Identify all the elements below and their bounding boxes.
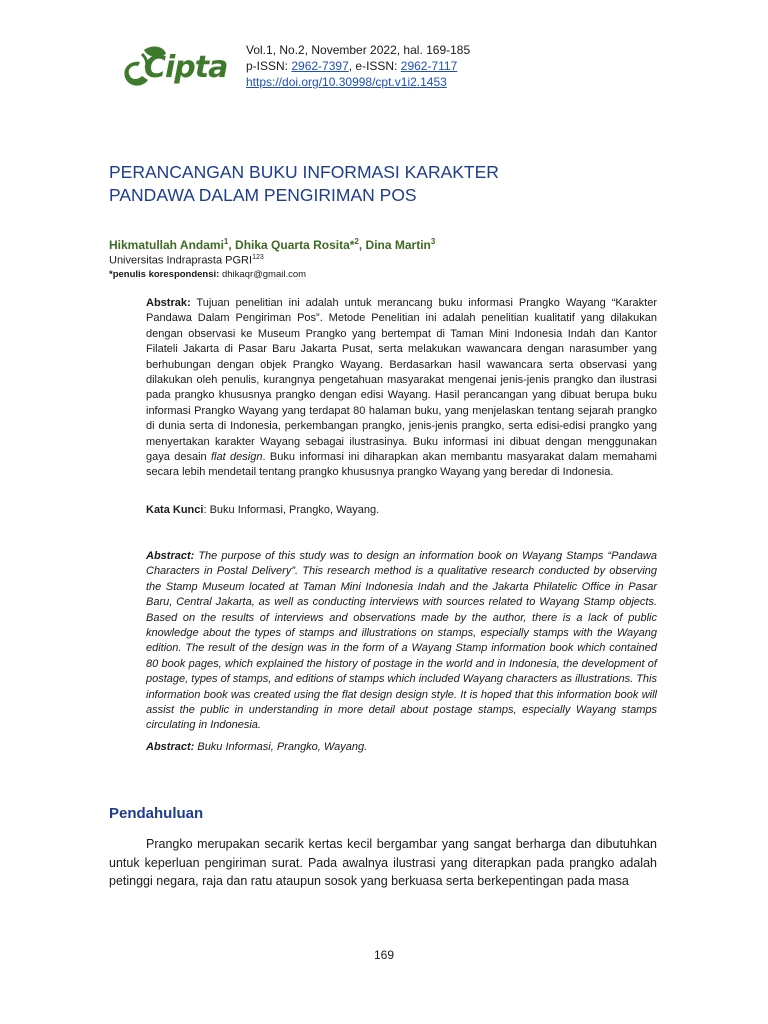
abstract-id-italic: flat design (211, 451, 263, 464)
correspondence-email: dhikaqr@gmail.com (221, 269, 307, 280)
page-number: 169 (373, 948, 395, 962)
eissn-link[interactable]: 2962-7117 (400, 59, 458, 73)
author-1: Hikmatullah Andami (109, 238, 224, 252)
abstract-indonesian (146, 296, 657, 481)
issn-line (246, 58, 470, 74)
journal-meta (246, 42, 470, 90)
intro-paragraph: Prangko merupakan secarik kertas kecil bergambar yang sangat berharga dan dibutuhkan untuk keperluan pengiriman surat. Pada awalnya ilustrasi yang diterapkan pada prangko adalah petinggi negara, raja dan ratu ataupun sosok yang berkuasa serta berkepentingan pada masa (109, 837, 657, 888)
volume-line: Vol.1, No.2, November 2022, hal. 169-185 (246, 43, 471, 57)
abstract-id-label: Abstrak: (146, 297, 191, 309)
abstract-id-text-1: Tujuan penelitian ini adalah untuk merancang buku informasi Prangko Wayang “Karakter Pandawa Dalam Pengiriman Pos”. Metode Penelitian ini adalah penelitian kualitatif yang dilakukan dengan observasi ke Museum Prangko yang bertempat di Taman Mini Indonesia Indah dan Kantor Filateli Jakarta di Pasar Baru Jakarta Pusat, serta melakukan wawancara dengan narasumber yang berhubungan dengan objek Prangko Wayang. Berdasarkan hasil wawancara serta observasi yang dilakukan oleh penulis, kurangnya pengetahuan masyarakat mengenai jenis-jenis prangko dan ilustrasi pada prangko khususnya prangko dengan edisi Wayang. Hasil perancangan yang dibuat berupa buku informasi Prangko Wayang yang terdapat 80 halaman buku, yang menjelaskan tentang sejarah prangko di dunia serta di Indonesia, perkembangan prangko, jenis-jenis prangko, serta edisi-edisi prangko yang menyertakan karakter Wayang sebagai ilustrasinya. Buku informasi ini dibuat dengan menggunakan gaya desain (146, 297, 657, 464)
keywords-en-text: Buku Informasi, Prangko, Wayang. (194, 741, 368, 753)
keywords-indonesian (146, 504, 379, 516)
title-line-1: PERANCANGAN BUKU INFORMASI KARAKTER (109, 162, 499, 182)
author-list (109, 237, 435, 252)
keywords-en-label: Abstract: (146, 741, 195, 753)
keywords-id-text: : Buku Informasi, Prangko, Wayang. (203, 504, 380, 516)
affiliation-text: Universitas Indraprasta PGRI (109, 254, 253, 267)
eissn-label: , e-ISSN: (348, 59, 401, 73)
section-heading: Pendahuluan (109, 805, 204, 822)
paper-title (109, 161, 669, 207)
author-2: Dhika Quarta Rosita* (235, 238, 355, 252)
journal-logo-text: Cipta (144, 50, 228, 85)
affiliation (109, 254, 264, 267)
doi-link[interactable]: https://doi.org/10.30998/cpt.v1i2.1453 (246, 75, 447, 89)
author-3: Dina Martin (365, 238, 431, 252)
doi-line (246, 74, 470, 90)
correspondence-label: *penulis korespondensi: (109, 269, 222, 280)
author-separator: , (358, 238, 366, 252)
keywords-id-label: Kata Kunci (146, 504, 204, 516)
abstract-id-text-2: . Buku informasi ini diharapkan akan membantu masyarakat dalam memahami secara lebih mendetail tentang prangko khususnya prangko Wayang yang beredar di Indonesia. (146, 451, 657, 479)
abstract-en-label: Abstract: (146, 550, 195, 562)
pissn-label: p-ISSN: (246, 59, 292, 73)
affiliation-sup: 123 (252, 254, 264, 261)
author-separator: , (228, 238, 236, 252)
title-line-2: PANDAWA DALAM PENGIRIMAN POS (109, 185, 417, 205)
author-1-affil: 1 (223, 237, 229, 246)
abstract-english (146, 549, 657, 734)
author-3-affil: 3 (430, 237, 436, 246)
correspondence (109, 269, 306, 280)
keywords-english (146, 741, 367, 753)
pissn-link[interactable]: 2962-7397 (291, 59, 349, 73)
abstract-en-text: The purpose of this study was to design an information book on Wayang Stamps “Pandawa Characters in Postal Delivery”. This research method is a qualitative research conducted by observing the Stamp Museum located at Taman Mini Indonesia Indah and the Jakarta Philatelic Office in Pasar Baru, Central Jakarta, as well as conducting interviews with sources related to Wayang Stamp objects. Based on the results of interviews and observations made by the author, there is a lack of public knowledge about the types of stamps and illustrations on stamps, especially stamps with the Wayang edition. The result of the design was in the form of a Wayang Stamp information book which contained 80 book pages, which explained the history of postage in the world and in Indonesia, the development of postage, types of stamps, and editions of stamps which included Wayang characters as illustrations. This information book was created using the flat design design style. It is hoped that this information book will assist the public in understanding in more detail about postage stamps, especially Wayang stamps circulating in Indonesia. (146, 550, 657, 732)
author-2-affil: 2 (354, 237, 359, 246)
